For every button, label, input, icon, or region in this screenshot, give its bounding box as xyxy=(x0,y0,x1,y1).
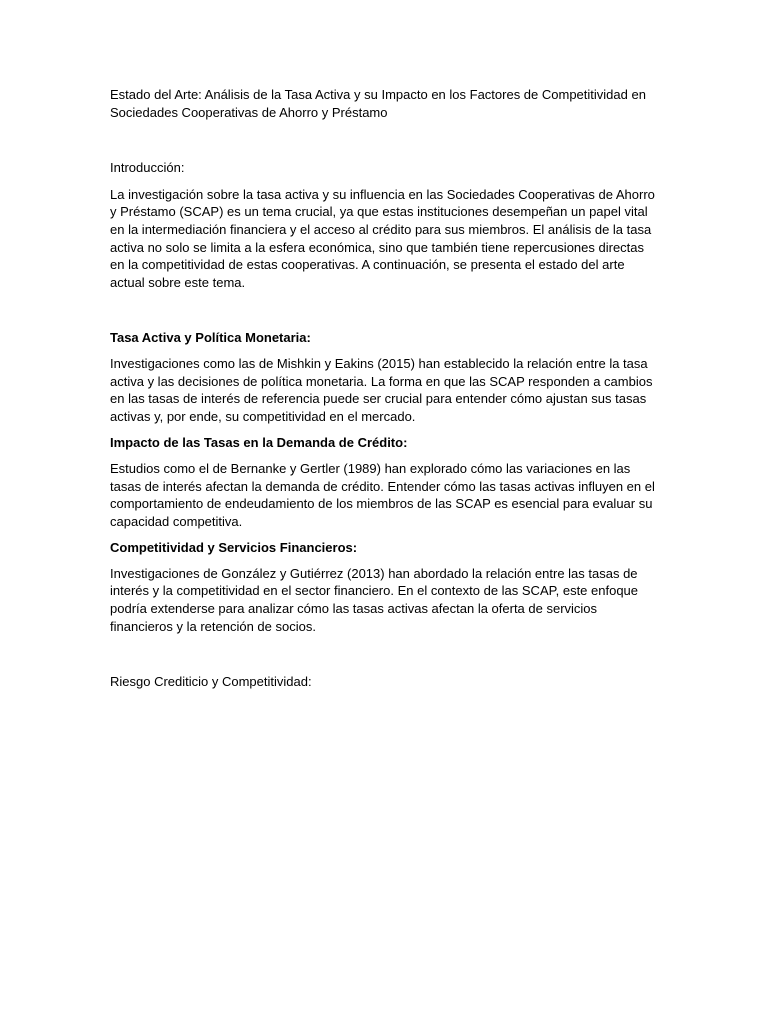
section-heading: Competitividad y Servicios Financieros: xyxy=(110,540,358,556)
document-page xyxy=(110,86,662,691)
section-financial-services xyxy=(110,539,662,635)
section-heading: Impacto de las Tasas en la Demanda de Crédito: xyxy=(110,435,408,451)
section-paragraph: Investigaciones de González y Gutiérrez (2013) han abordado la relación entre las tasas de interés y la competitividad en el sector financiero. En el contexto de las SCAP, este enfoque podría extenderse para analizar cómo las tasas activas afectan la oferta de servicios financieros y la retención de socios. xyxy=(110,565,639,634)
section-paragraph: Estudios como el de Bernanke y Gertler (1989) han explorado cómo las variaciones en las tasas de interés afectan la demanda de crédito. Entender cómo las tasas activas influyen en el comportamiento de endeudamiento de los miembros de las SCAP es esencial para evaluar su capacidad competitiva. xyxy=(110,460,655,529)
intro-paragraph: La investigación sobre la tasa activa y su influencia en las Sociedades Cooperativas de Ahorro y Préstamo (SCAP) es un tema crucial, ya que estas instituciones desempeñan un papel vital en la intermediación financiera y el acceso al crédito para sus miembros. El análisis de la tasa activa no solo se limita a la esfera económica, sino que también tiene repercusiones directas en la competitividad de estas cooperativas. A continuación, se presenta el estado del arte actual sobre este tema. xyxy=(110,186,655,290)
intro-heading: Introducción: xyxy=(110,160,185,176)
document-title: Estado del Arte: Análisis de la Tasa Activa y su Impacto en los Factores de Competitividad en Sociedades Cooperativas de Ahorro y Préstamo xyxy=(110,87,646,120)
section-paragraph: Investigaciones como las de Mishkin y Eakins (2015) han establecido la relación entre la tasa activa y las decisiones de política monetaria. La forma en que las SCAP responden a cambios en las tasas de interés de referencia puede ser crucial para entender cómo ajustan sus tasas activas y, por ende, su competitividad en el mercado. xyxy=(110,355,653,424)
section-heading: Tasa Activa y Política Monetaria: xyxy=(110,330,311,346)
section-monetary-policy xyxy=(110,329,662,425)
final-heading: Riesgo Crediticio y Competitividad: xyxy=(110,674,312,690)
section-credit-demand xyxy=(110,434,662,530)
